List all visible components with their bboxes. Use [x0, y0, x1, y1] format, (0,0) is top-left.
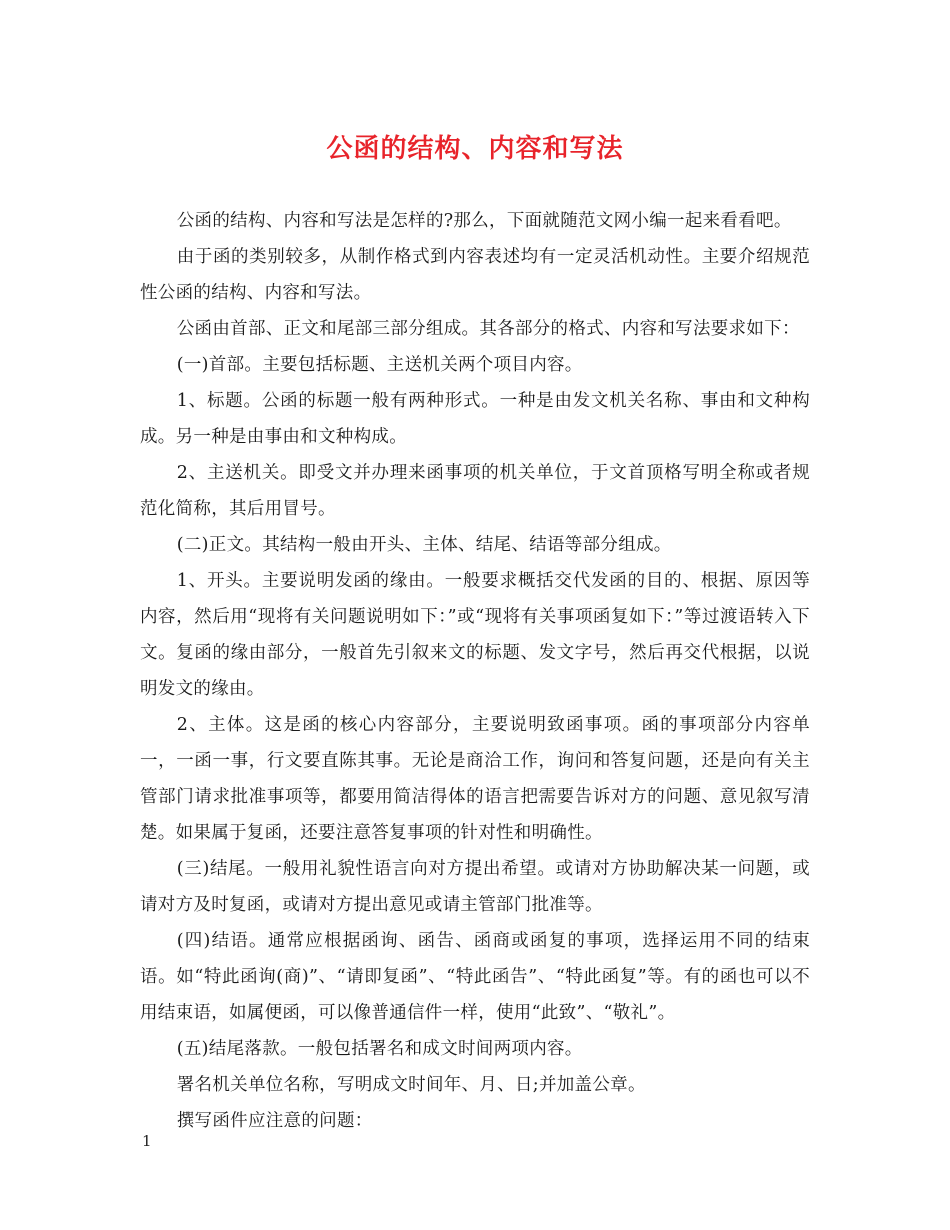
document-body	[140, 203, 810, 1139]
paragraph-section-closing: (四)结语。通常应根据函询、函告、函商或函复的事项，选择运用不同的结束语。如“特此函询(商)”、“请即复函”、“特此函告”、“特此函复”等。有的函也可以不用结束语，如属便函，可以像普通信件一样，使用“此致”、“敬礼”。	[140, 931, 810, 1023]
paragraph-main-rule: 2、主体。这是函的核心内容部分，主要说明致函事项。函的事项部分内容单一，一函一事，行文要直陈其事。无论是商洽工作，询问和答复问题，还是向有关主管部门请求批准事项等，都要用简洁得体的语言把需要告诉对方的问题、意见叙写清楚。如果属于复函，还要注意答复事项的针对性和明确性。	[140, 715, 810, 843]
paragraph-signature-rule: 署名机关单位名称，写明成文时间年、月、日;并加盖公章。	[176, 1075, 646, 1095]
paragraph-section-ending: (三)结尾。一般用礼貌性语言向对方提出希望。或请对方协助解决某一问题，或请对方及时复函，或请对方提出意见或请主管部门批准等。	[140, 859, 810, 915]
paragraph-title-rule: 1、标题。公函的标题一般有两种形式。一种是由发文机关名称、事由和文种构成。另一种是由事由和文种构成。	[140, 391, 810, 447]
page-number: 1	[142, 1132, 152, 1150]
paragraph-section-signature: (五)结尾落款。一般包括署名和成文时间两项内容。	[176, 1039, 583, 1059]
document-title: 公函的结构、内容和写法	[326, 134, 624, 164]
paragraph-intro: 公函的结构、内容和写法是怎样的?那么，下面就随范文网小编一起来看看吧。	[176, 211, 792, 231]
paragraph-recipient-rule: 2、主送机关。即受文并办理来函事项的机关单位，于文首顶格写明全称或者规范化简称，其后用冒号。	[140, 463, 810, 519]
paragraph-composition: 公函由首部、正文和尾部三部分组成。其各部分的格式、内容和写法要求如下：	[176, 319, 800, 339]
paragraph-opening-rule: 1、开头。主要说明发函的缘由。一般要求概括交代发函的目的、根据、原因等内容，然后用“现将有关问题说明如下：”或“现将有关事项函复如下：”等过渡语转入下文。复函的缘由部分，一般首先引叙来文的标题、发文字号，然后再交代根据，以说明发文的缘由。	[140, 571, 810, 699]
paragraph-section-body: (二)正文。其结构一般由开头、主体、结尾、结语等部分组成。	[176, 535, 672, 555]
paragraph-overview: 由于函的类别较多，从制作格式到内容表述均有一定灵活机动性。主要介绍规范性公函的结构、内容和写法。	[140, 247, 810, 303]
paragraph-notes-heading: 撰写函件应注意的问题：	[176, 1111, 373, 1131]
paragraph-section-header: (一)首部。主要包括标题、主送机关两个项目内容。	[176, 355, 583, 375]
